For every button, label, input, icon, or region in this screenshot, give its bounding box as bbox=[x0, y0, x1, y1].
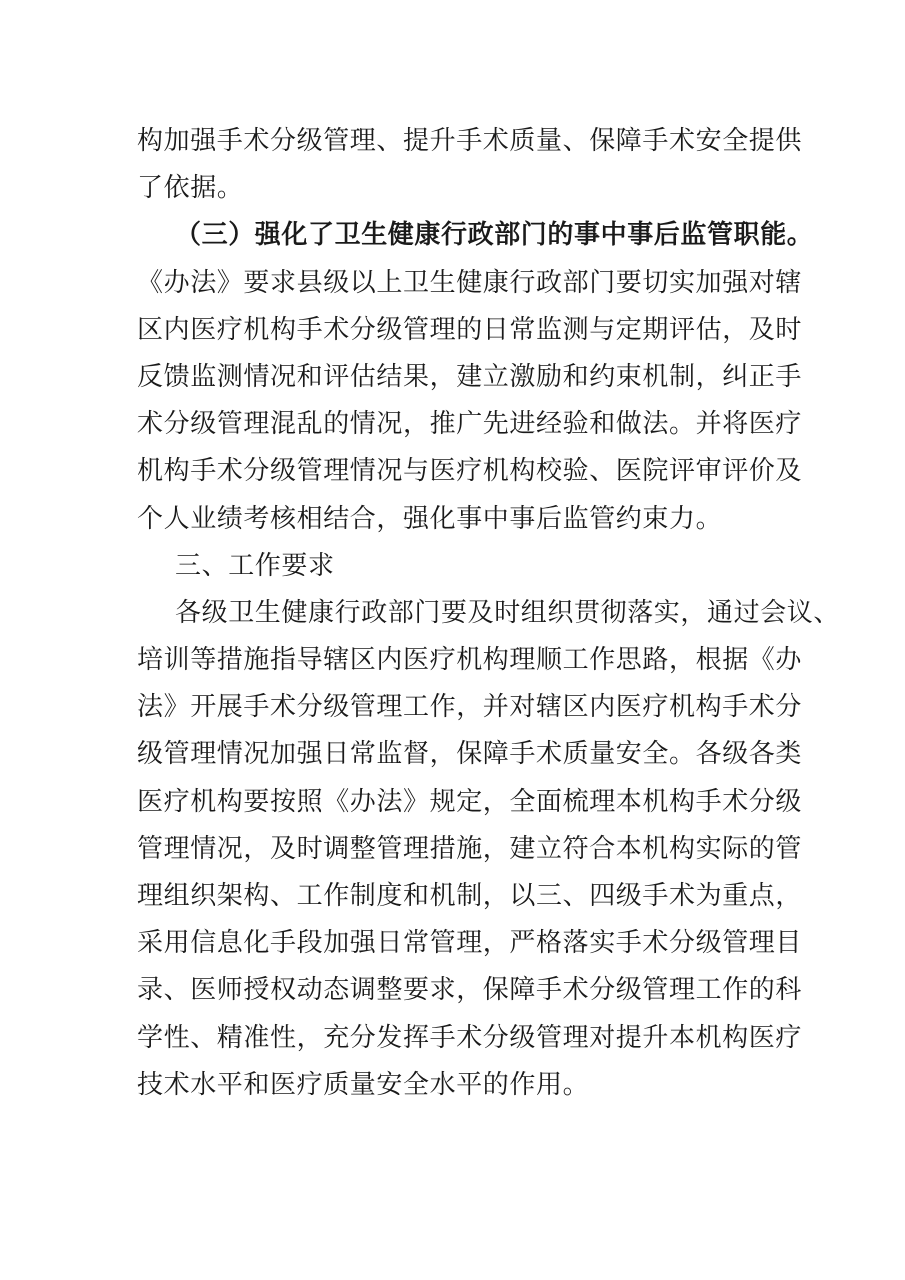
text-line: 机构手术分级管理情况与医疗机构校验、医院评审评价及 bbox=[137, 456, 803, 487]
text-line: 各级卫生健康行政部门要及时组织贯彻落实，通过会议、 bbox=[175, 597, 841, 628]
text-line: 理组织架构、工作制度和机制，以三、四级手术为重点， bbox=[137, 881, 803, 911]
text-line: 管理情况，及时调整管理措施，建立符合本机构实际的管 bbox=[137, 833, 803, 864]
text-line: 了依据。 bbox=[137, 173, 244, 204]
text-line: 《办法》要求县级以上卫生健康行政部门要切实加强对辖 bbox=[137, 267, 803, 298]
section-heading-work-requirements: 三、工作要求 bbox=[175, 550, 335, 581]
text-line: 构加强手术分级管理、提升手术质量、保障手术安全提供 bbox=[137, 126, 803, 156]
text-line: 采用信息化手段加强日常管理，严格落实手术分级管理目 bbox=[137, 928, 803, 959]
document-body bbox=[137, 118, 841, 1109]
text-line: 技术水平和医疗质量安全水平的作用。 bbox=[137, 1069, 590, 1100]
text-line: 培训等措施指导辖区内医疗机构理顺工作思路，根据《办 bbox=[137, 645, 803, 676]
text-line: 法》开展手术分级管理工作，并对辖区内医疗机构手术分 bbox=[137, 692, 803, 723]
text-line: 学性、精准性，充分发挥手术分级管理对提升本机构医疗 bbox=[137, 1022, 803, 1053]
text-line: 术分级管理混乱的情况，推广先进经验和做法。并将医疗 bbox=[137, 409, 803, 440]
section-heading-3: （三）强化了卫生健康行政部门的事中事后监管职能。 bbox=[175, 220, 814, 251]
text-line: 录、医师授权动态调整要求，保障手术分级管理工作的科 bbox=[137, 975, 803, 1006]
text-line: 区内医疗机构手术分级管理的日常监测与定期评估，及时 bbox=[137, 314, 803, 345]
text-line: 级管理情况加强日常监督，保障手术质量安全。各级各类 bbox=[137, 739, 803, 770]
text-line: 医疗机构要按照《办法》规定，全面梳理本机构手术分级 bbox=[137, 786, 803, 817]
text-line: 个人业绩考核相结合，强化事中事后监管约束力。 bbox=[137, 503, 723, 534]
text-line: 反馈监测情况和评估结果，建立激励和约束机制，纠正手 bbox=[137, 361, 803, 392]
